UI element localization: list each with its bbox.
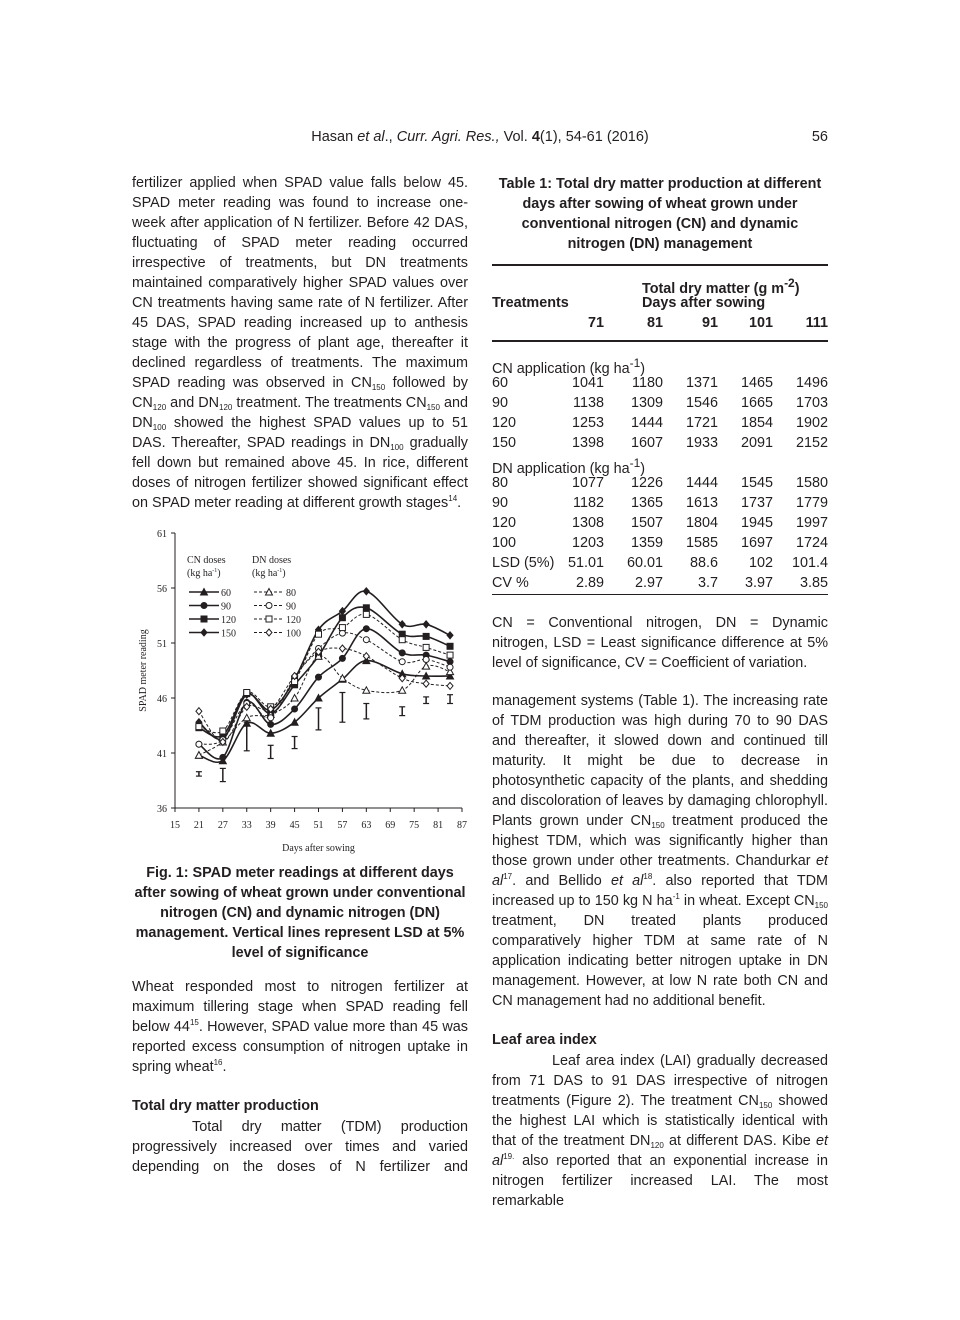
x-tick-label: 69: [385, 820, 396, 831]
text-run: treatment produced the highest TDM, which was significantly higher than those grown under other treatments. Chandurkar: [492, 813, 828, 869]
table-cell: 2091: [740, 435, 773, 451]
column-header: 91: [701, 315, 718, 331]
unit-text: ): [282, 568, 286, 579]
table-caption: Table 1: Total dry matter production at different days after sowing of wheat grown under conventional nitrogen (CN) and dynamic nitrogen (DN) management: [498, 176, 822, 252]
table-cell: 51.01: [567, 555, 604, 571]
legend-marker: [201, 616, 207, 622]
data-point-dn-90: [423, 657, 429, 663]
text-sub: 150: [814, 901, 828, 910]
label-text: ): [640, 360, 646, 377]
unit-text: ): [217, 568, 221, 579]
text-sup: -1: [672, 892, 680, 901]
row-label: 120: [492, 415, 517, 431]
x-tick-label: 15: [170, 820, 180, 831]
paragraph-spad-discussion: [132, 173, 468, 513]
data-point-dn-80: [243, 714, 250, 721]
table-body: [492, 353, 828, 593]
row-label: 100: [492, 535, 517, 551]
x-tick-label: 39: [265, 820, 276, 831]
table-cell: 1607: [630, 435, 663, 451]
x-tick-label: 87: [457, 820, 467, 831]
x-tick-label: 75: [409, 820, 420, 831]
table-cell: 1138: [573, 395, 604, 411]
table-row: [492, 373, 828, 393]
x-tick-label: 57: [337, 820, 348, 831]
data-point-dn-90: [268, 715, 274, 721]
data-point-dn-100: [196, 708, 202, 715]
table-row: [492, 513, 828, 533]
text-sup: 18: [643, 872, 653, 881]
table-cell: 1854: [740, 415, 773, 431]
table-cell: 1724: [795, 535, 828, 551]
row-label: 90: [492, 395, 509, 411]
text-sub: 100: [152, 423, 167, 432]
text-run: treatment, DN treated plants produced comparatively higher TDM at same rate of N application indicating better nitrogen uptake in DN management. However, at low N rate both CN and CN management had no additional benefit.: [492, 913, 828, 1009]
row-label: 150: [492, 435, 517, 451]
text-run: . also reported that TDM increased up to 150 kg N ha: [492, 873, 829, 909]
text-sub: 120: [219, 403, 233, 412]
header-text: Hasan: [311, 129, 358, 145]
text-sup: 17: [503, 872, 513, 881]
table-cell: 1902: [795, 415, 828, 431]
table-cell: 1371: [685, 375, 718, 391]
table-cell: 1444: [630, 415, 663, 431]
header-text: .,: [384, 129, 393, 145]
legend-marker: [266, 616, 272, 622]
text-run: in wheat. Except CN: [679, 893, 815, 909]
data-point-cn-90: [399, 650, 405, 656]
table-cell: 3.85: [799, 575, 828, 591]
label-text: Total dry matter (g m: [642, 280, 785, 297]
table-header-rule: [492, 340, 828, 342]
text-run: and DN: [132, 395, 468, 431]
table-cell: 1665: [740, 395, 773, 411]
table-row: [492, 433, 828, 453]
days-after-sowing-header: Days after sowing: [642, 295, 766, 311]
table-cell: 1613: [685, 495, 718, 511]
table-row: [492, 493, 828, 513]
section-label-row: [492, 353, 828, 377]
text-run: also reported that an exponential increase in nitrogen fertilizer increased LAI. The most remarkable: [492, 1153, 828, 1209]
text-run: fertilizer applied when SPAD value falls below 45. SPAD meter reading was found to increase one-week after application of N fertilizer. Before 42 DAS, fluctuating of SPAD meter reading occurred irrespective of treatments, but DN treatments maintained comparatively higher SPAD values over CN treatments having same rate of N fertilizer. After 45 DAS, SPAD reading increased up to anthesis stage with the progress of plant age, thereafter it declined regardless of treatments. The maximum SPAD reading was observed in CN: [132, 175, 468, 391]
legend-marker: [201, 603, 207, 609]
table-cell: 1359: [630, 535, 663, 551]
header-text: (1), 54-61 (2016): [539, 129, 649, 145]
table-cell: 1585: [685, 535, 718, 551]
table-row: [492, 573, 828, 593]
x-tick-label: 63: [361, 820, 372, 831]
data-point-dn-100: [447, 682, 453, 689]
table-row: [492, 393, 828, 413]
text-run: .: [457, 495, 462, 511]
page-number: 56: [811, 129, 828, 145]
paragraph-lai: [492, 1051, 828, 1211]
label-text: DN application (kg ha: [492, 460, 630, 477]
unit-sup: -1: [212, 568, 218, 574]
text-run: and DN: [166, 395, 220, 411]
data-point-dn-120: [220, 728, 226, 734]
data-point-dn-80: [399, 687, 406, 694]
data-point-cn-90: [339, 655, 345, 661]
text-run: at different DAS. Kibe: [663, 1133, 816, 1149]
data-point-cn-90: [316, 674, 322, 680]
text-sub: 120: [152, 403, 167, 412]
table-cell: 1703: [795, 395, 828, 411]
text-run: Leaf area index (LAI) gradually decreased from 71 DAS to 91 DAS irrespective of nitrogen treatments (Figure 2). The treatment CN: [492, 1053, 828, 1109]
table-cell: 1546: [685, 395, 718, 411]
table-row: [492, 533, 828, 553]
text-run: showed the highest LAI which is statistically identical with that of the treatment DN: [492, 1093, 828, 1149]
table-cell: 1737: [740, 495, 773, 511]
label-sup: -1: [629, 356, 641, 370]
data-point-cn-120: [339, 615, 345, 621]
data-point-cn-90: [363, 626, 369, 632]
x-tick-label: 45: [289, 820, 300, 831]
text-run: Wheat responded most to nitrogen fertilizer at maximum tillering stage when SPAD reading fell below 44: [132, 979, 468, 1035]
header-text: Curr. Agri. Res.,: [396, 129, 500, 145]
x-tick-label: 33: [241, 820, 252, 831]
text-sup: 15: [189, 1018, 199, 1027]
table-cell: 1253: [571, 415, 604, 431]
figure-caption: Fig. 1: SPAD meter readings at different days after sowing of wheat grown under conventional nitrogen (CN) and dynamic nitrogen (DN) management. Vertical lines represent LSD at 5% level of significance: [134, 865, 466, 961]
legend-group-title: CN doses: [187, 555, 226, 566]
table-cell: 88.6: [689, 555, 718, 571]
table-cell: 1041: [571, 375, 604, 391]
table-cell: 1545: [740, 475, 773, 491]
series-line-dn-120: [199, 614, 450, 733]
table-row: [492, 553, 828, 573]
label-sup: -1: [629, 456, 641, 470]
data-point-dn-120: [363, 611, 369, 617]
data-point-dn-100: [339, 645, 345, 652]
table-row: [492, 473, 828, 493]
row-label: 120: [492, 515, 517, 531]
table-cell: 1933: [685, 435, 718, 451]
x-tick-label: 27: [217, 820, 228, 831]
table-cell: 1779: [795, 495, 828, 511]
text-sup: 16: [213, 1058, 223, 1067]
x-tick-label: 81: [433, 820, 444, 831]
table-cell: 1444: [685, 475, 718, 491]
text-i: et al: [492, 1133, 828, 1169]
text-sup: 14: [448, 494, 458, 503]
text-run: . However, SPAD value more than 45 was reported excess consumption of nitrogen uptake in spring wheat: [132, 1019, 468, 1075]
text-sup: 19.: [503, 1152, 515, 1161]
table-bottom-rule: [492, 594, 828, 595]
text-run: treatment. The treatments CN: [232, 395, 427, 411]
table-cell: 1365: [630, 495, 663, 511]
data-point-cn-120: [423, 633, 429, 639]
data-point-cn-120: [363, 605, 369, 611]
table-cell: 102: [748, 555, 773, 571]
y-tick-label: 56: [157, 584, 167, 595]
y-axis-title: SPAD meter reading: [138, 629, 149, 712]
column-header: 101: [748, 315, 773, 331]
legend-group-unit: [187, 568, 221, 579]
table-cell: 1580: [795, 475, 828, 491]
row-label: CV %: [492, 575, 529, 591]
y-tick-label: 51: [157, 639, 167, 650]
data-point-cn-150: [447, 632, 453, 639]
table-cell: 1945: [740, 515, 773, 531]
table-cell: 1309: [630, 395, 663, 411]
data-point-dn-120: [447, 652, 453, 658]
paragraph-tdm-results: [492, 691, 828, 1011]
data-point-cn-90: [220, 754, 226, 760]
header-row: [492, 293, 828, 313]
legend-group-unit: [252, 568, 286, 579]
legend-label: 90: [286, 601, 296, 613]
table-row: [492, 413, 828, 433]
table-top-rule: [492, 264, 828, 266]
text-i: et al: [492, 853, 828, 889]
text-sub: 150: [371, 383, 386, 392]
legend-label: 120: [286, 615, 301, 626]
row-label: 90: [492, 495, 509, 511]
data-point-dn-90: [196, 741, 202, 747]
legend-marker: [266, 603, 272, 609]
label-sup: -2: [784, 276, 795, 290]
column-header: 81: [646, 315, 663, 331]
paragraph-wheat-response: [132, 977, 468, 1077]
row-label: 80: [492, 475, 509, 491]
section-label-row: [492, 453, 828, 477]
table-cell: 2152: [795, 435, 828, 451]
legend-label: 150: [221, 628, 236, 640]
unit-text: (kg ha: [252, 568, 278, 579]
unit-sup: -1: [277, 568, 283, 574]
data-point-dn-120: [316, 631, 322, 637]
table-cell: 101.4: [791, 555, 828, 571]
table-cell: 1697: [740, 535, 773, 551]
legend-label: 120: [221, 615, 236, 626]
text-sub: 150: [758, 1101, 773, 1110]
text-run: management systems (Table 1). The increasing rate of TDM production was high during 70 to 90 DAS and thereafter, it slowed down and continued till maturity. It might be due to decrease in photosynthetic capacity of the plants, and shedding and discoloration of leaves by damaging chlorophyll. Plants grown under CN: [492, 693, 828, 829]
table-cell: 2.97: [634, 575, 663, 591]
text-sub: 150: [651, 821, 665, 830]
column-header: 71: [587, 315, 604, 331]
header-row: [492, 313, 828, 333]
label-text: ): [640, 460, 646, 477]
text-run: .: [222, 1059, 227, 1075]
legend-label: 90: [221, 601, 231, 613]
column-header: 111: [805, 315, 828, 331]
section-heading-tdm: Total dry matter production: [132, 1098, 319, 1114]
table-cell: 1997: [795, 515, 828, 531]
table-cell: 1203: [571, 535, 604, 551]
data-point-dn-80: [291, 695, 298, 702]
text-i: et al: [610, 873, 644, 889]
header-text: 4: [531, 129, 540, 145]
data-point-dn-120: [399, 637, 405, 643]
data-point-dn-120: [339, 625, 345, 631]
table-cell: 1721: [685, 415, 718, 431]
text-run: showed the highest SPAD values up to 51 DAS. Thereafter, SPAD readings in DN: [132, 415, 468, 451]
header-text: Vol.: [499, 129, 532, 145]
data-point-dn-120: [196, 724, 202, 730]
table-cell: 2.89: [575, 575, 604, 591]
text-run: followed by CN: [132, 375, 468, 411]
y-tick-label: 36: [157, 804, 167, 815]
data-point-cn-120: [447, 643, 453, 649]
section-heading-lai: Leaf area index: [492, 1032, 597, 1048]
legend-marker: [201, 629, 207, 636]
series-line-dn-80: [199, 656, 450, 755]
table-cell: 1804: [685, 515, 718, 531]
row-label: LSD (5%): [492, 555, 555, 571]
table-cell: 1077: [571, 475, 604, 491]
table-cell: 1496: [795, 375, 828, 391]
header-text: et al: [357, 129, 385, 145]
legend-label: 100: [286, 628, 301, 640]
data-point-cn-90: [268, 721, 274, 727]
data-point-dn-120: [244, 690, 250, 696]
table-cell: 3.7: [697, 575, 718, 591]
x-axis-title: Days after sowing: [282, 843, 355, 854]
label-text: ): [794, 280, 800, 297]
spad-chart: [132, 525, 472, 855]
table-cell: 1465: [740, 375, 773, 391]
table-header: [492, 273, 828, 333]
table-cell: 1398: [571, 435, 604, 451]
table-cell: 1308: [571, 515, 604, 531]
data-point-dn-100: [363, 653, 369, 660]
text-run: gradually fell down but remained above 45. In rice, different doses of nitrogen fertilizer showed significant effect on SPAD meter reading at different growth stages: [132, 435, 468, 511]
x-tick-label: 21: [193, 820, 204, 831]
table-cell: 3.97: [744, 575, 773, 591]
table-cell: 60.01: [626, 555, 663, 571]
treatments-header: Treatments: [492, 295, 569, 311]
table-cell: 1226: [630, 475, 663, 491]
data-point-dn-90: [399, 659, 405, 665]
legend-group-title: DN doses: [252, 555, 292, 566]
text-sub: 120: [650, 1141, 664, 1150]
header-row: [492, 273, 828, 297]
data-point-dn-90: [447, 664, 453, 670]
y-tick-label: 46: [157, 694, 167, 705]
table-footnote: CN = Conventional nitrogen, DN = Dynamic nitrogen, LSD = Least significance difference at 5% level of significance, CV = Coefficient of variation.: [492, 615, 828, 671]
table-cell: 1182: [573, 495, 604, 511]
data-point-cn-90: [292, 706, 298, 712]
x-tick-label: 51: [313, 820, 324, 831]
text-run: Total dry matter (TDM) production progressively increased over times and varied depending on the doses of N fertilizer and: [132, 1119, 468, 1175]
legend-label: 80: [286, 588, 296, 599]
unit-text: (kg ha: [187, 568, 213, 579]
text-sub: 100: [390, 443, 404, 452]
row-label: 60: [492, 375, 509, 391]
text-run: . and Bellido: [512, 873, 611, 889]
paragraph-tdm: [132, 1117, 468, 1177]
data-point-dn-100: [423, 680, 429, 687]
y-tick-label: 61: [157, 529, 167, 540]
data-point-cn-150: [423, 621, 429, 628]
legend-label: 60: [221, 588, 231, 599]
label-text: CN application (kg ha: [492, 360, 630, 377]
data-point-dn-90: [363, 637, 369, 643]
data-point-dn-120: [423, 644, 429, 650]
data-point-cn-150: [363, 588, 369, 595]
data-point-dn-80: [195, 752, 202, 759]
table-cell: 1507: [630, 515, 663, 531]
legend-marker: [266, 629, 272, 636]
y-tick-label: 41: [157, 749, 167, 760]
table-cell: 1180: [632, 375, 663, 391]
text-sub: 150: [426, 403, 440, 412]
